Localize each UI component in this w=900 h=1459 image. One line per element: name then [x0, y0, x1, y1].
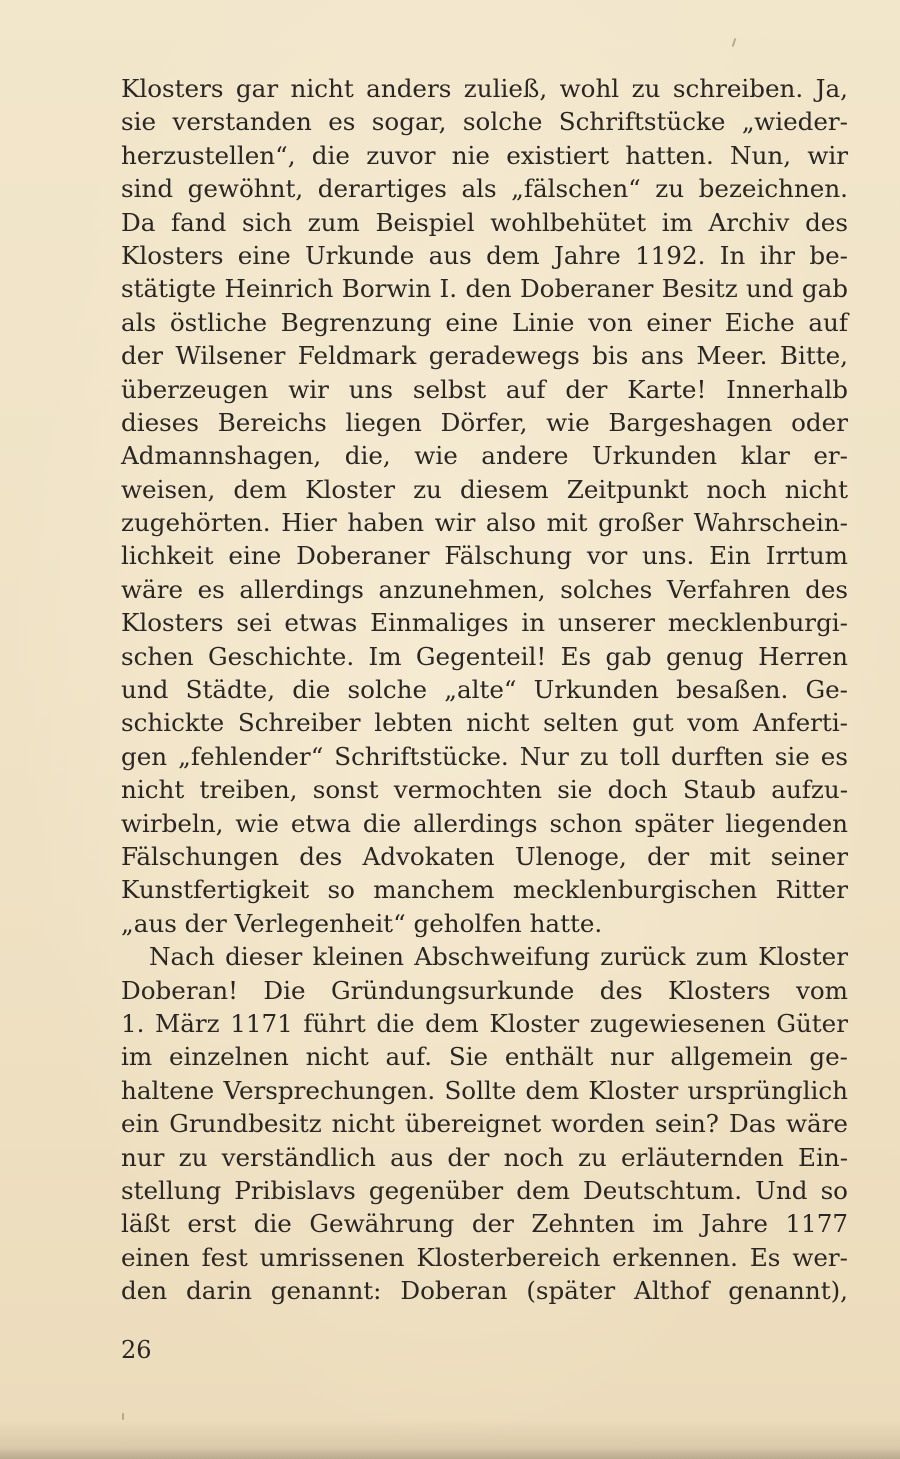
text-line: 1. März 1171 führt die dem Kloster zugewiesenen Güter — [121, 1008, 848, 1038]
text-line: lichkeit eine Doberaner Fälschung vor uns. Ein Irrtum — [121, 541, 848, 571]
text-line: wirbeln, wie etwa die allerdings schon später liegenden — [121, 808, 848, 838]
text-line: dieses Bereichs liegen Dörfer, wie Bargeshagen oder — [121, 407, 848, 437]
text-line: stätigte Heinrich Borwin I. den Doberaner Besitz und gab — [121, 274, 848, 304]
text-line: den darin genannt: Doberan (später Althof genannt), — [121, 1276, 848, 1306]
text-line: Admannshagen, die, wie andere Urkunden klar er- — [121, 441, 848, 471]
text-line: überzeugen wir uns selbst auf der Karte! Innerhalb — [121, 374, 848, 404]
paragraph-start-line: Nach dieser kleinen Abschweifung zurück zum Kloster — [149, 942, 848, 972]
text-line: der Wilsener Feldmark geradewegs bis ans Meer. Bitte, — [121, 341, 848, 371]
text-line: wäre es allerdings anzunehmen, solches Verfahren des — [121, 574, 848, 604]
text-line: nicht treiben, sonst vermochten sie doch Staub aufzu- — [121, 775, 848, 805]
text-line: sind gewöhnt, derartiges als „fälschen“ zu bezeichnen. — [121, 174, 848, 204]
paper-speck — [732, 38, 737, 47]
text-line: gen „fehlender“ Schriftstücke. Nur zu toll durften sie es — [121, 741, 848, 771]
text-line: Klosters gar nicht anders zuließ, wohl zu schreiben. Ja, — [121, 74, 848, 103]
text-line: Klosters eine Urkunde aus dem Jahre 1192. In ihr be- — [121, 240, 848, 270]
text-line: schen Geschichte. Im Gegenteil! Es gab genug Herren — [121, 641, 848, 671]
text-line: einen fest umrissenen Klosterbereich erkennen. Es wer- — [121, 1242, 848, 1272]
text-line: weisen, dem Kloster zu diesem Zeitpunkt noch nicht — [121, 474, 848, 504]
text-line: im einzelnen nicht auf. Sie enthält nur allgemein ge- — [121, 1042, 848, 1072]
text-line: Kunstfertigkeit so manchem mecklenburgischen Ritter — [121, 875, 848, 905]
text-line: und Städte, die solche „alte“ Urkunden besaßen. Ge- — [121, 675, 848, 705]
text-line: nur zu verständlich aus der noch zu erläuternden Ein- — [121, 1142, 848, 1172]
text-line: schickte Schreiber lebten nicht selten gut vom Anferti- — [121, 708, 848, 738]
body-text — [121, 72, 848, 1307]
text-line: ein Grundbesitz nicht übereignet worden sein? Das wäre — [121, 1109, 848, 1139]
text-line: als östliche Begrenzung eine Linie von einer Eiche auf — [121, 307, 848, 337]
text-line: läßt erst die Gewährung der Zehnten im Jahre 1177 — [121, 1209, 848, 1239]
text-line: Klosters sei etwas Einmaliges in unserer mecklenburgi- — [121, 608, 848, 638]
text-line: sie verstanden es sogar, solche Schriftstücke „wieder- — [121, 107, 848, 137]
text-line: herzustellen“, die zuvor nie existiert hatten. Nun, wir — [121, 140, 848, 170]
text-line: Da fand sich zum Beispiel wohlbehütet im Archiv des — [121, 207, 848, 237]
text-line: Fälschungen des Advokaten Ulenoge, der mit seiner — [121, 841, 848, 871]
text-line: haltene Versprechungen. Sollte dem Kloster ursprünglich — [121, 1075, 848, 1105]
paragraph-end-line: „aus der Verlegenheit“ geholfen hatte. — [121, 908, 603, 938]
page-number: 26 — [121, 1336, 152, 1364]
text-line: Doberan! Die Gründungsurkunde des Klosters vom — [121, 975, 848, 1005]
page-edge-shadow — [0, 1419, 900, 1459]
text-line: zugehörten. Hier haben wir also mit großer Wahrschein- — [121, 508, 848, 538]
text-line: stellung Pribislavs gegenüber dem Deutschtum. Und so — [121, 1175, 848, 1205]
